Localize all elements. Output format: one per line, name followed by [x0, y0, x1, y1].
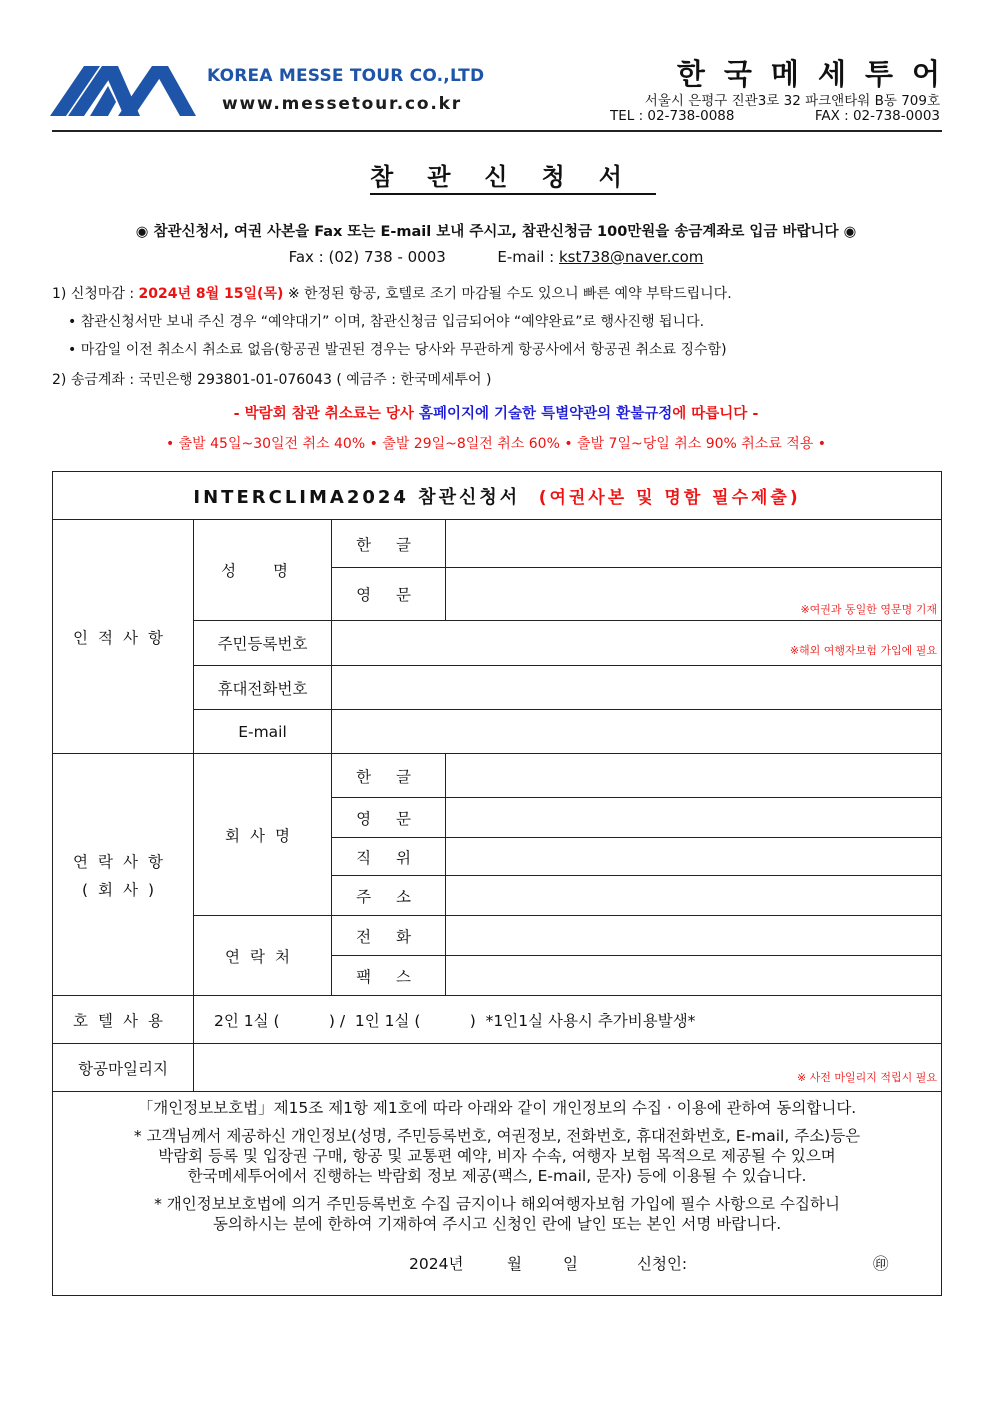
mileage-label: 항공마일리지	[53, 1044, 194, 1092]
cancel-rates: • 출발 45일~30일전 취소 40% • 출발 29일~8일전 취소 60% • 출발 7일~당일 취소 90% 취소료 적용 •	[165, 436, 827, 452]
mileage-hint: ※ 사전 마일리지 적립시 필요	[796, 1071, 938, 1084]
email-field-label: E-mail	[194, 710, 332, 754]
company-label: 회사명	[194, 754, 332, 916]
fax-field[interactable]	[446, 956, 942, 996]
sign-year: 2024년	[409, 1255, 464, 1273]
email-field[interactable]	[332, 710, 942, 754]
bullet-waiting: • 참관신청서만 보내 주신 경우 “예약대기” 이며, 참관신청금 입금되어야 “예약완료”로 행사진행 됩니다.	[68, 314, 705, 330]
consent-line-4: 한국메세투어에서 진행하는 박람회 정보 제공(팩스, E-mail, 문자) 등에 이용될 수 있습니다.	[187, 1167, 807, 1185]
application-form	[52, 471, 942, 1296]
phone-label: 전 화	[332, 916, 446, 956]
consent-line-2: * 고객님께서 제공하신 개인정보(성명, 주민등록번호, 여권정보, 전화번호, 휴대전화번호, E-mail, 주소)등은	[133, 1127, 861, 1145]
name-english-label: 영 문	[332, 568, 446, 621]
resident-no-hint: ※해외 여행자보험 가입에 필요	[789, 644, 938, 657]
hotel-label: 호텔사용	[53, 996, 194, 1044]
hotel-options[interactable]: 2인 1실 ( ) / 1인 1실 ( ) *1인1실 사용시 추가비용발생*	[194, 996, 942, 1044]
name-label: 성 명	[194, 520, 332, 621]
company-korean-label: 한 글	[332, 754, 446, 798]
company-english-field[interactable]	[446, 798, 942, 838]
name-korean-label: 한 글	[332, 520, 446, 568]
applicant-label: 신청인:	[637, 1255, 688, 1273]
bank-account: 2) 송금계좌 : 국민은행 293801-01-076043 ( 예금주 : 한국메세투어 )	[52, 372, 492, 388]
mileage-field[interactable]	[194, 1044, 942, 1092]
mobile-label: 휴대전화번호	[194, 666, 332, 710]
address-field[interactable]	[446, 876, 942, 916]
company-name-kr: 한국메세투어	[676, 57, 959, 91]
page-title: 참관신청서	[0, 157, 992, 192]
consent-line-6: 동의하시는 분에 한하여 기재하여 주시고 신청인 란에 날인 또는 본인 서명 바랍니다.	[212, 1215, 782, 1233]
company-logo	[50, 62, 196, 118]
company-tel: TEL : 02-738-0088	[610, 108, 735, 124]
header-divider	[52, 130, 942, 132]
contact-section-label: 연락사항 (회사)	[53, 754, 194, 996]
position-label: 직 위	[332, 838, 446, 876]
sign-month: 월	[507, 1255, 522, 1273]
english-name-hint: ※여권과 동일한 영문명 기재	[800, 603, 938, 616]
personal-section-label: 인적사항	[53, 520, 194, 754]
company-address: 서울시 은평구 진관3로 32 파크앤타워 B동 709호	[644, 93, 940, 109]
consent-line-1: 「개인정보보호법」제15조 제1항 제1호에 따라 아래와 같이 개인정보의 수집 · 이용에 관하여 동의합니다.	[137, 1099, 857, 1117]
address-label: 주 소	[332, 876, 446, 916]
consent-line-5: * 개인정보보호법에 의거 주민등록번호 수집 금지이나 해외여행자보험 가입에 필수 사항으로 수집하니	[154, 1195, 840, 1213]
fax-label: 팩 스	[332, 956, 446, 996]
bullet-cancel: • 마감일 이전 취소시 취소료 없음(항공권 발권된 경우는 당사와 무관하게 항공사에서 항공권 취소료 징수함)	[68, 342, 727, 358]
contact-notice	[0, 248, 992, 266]
form-title-row: INTERCLIMA2024 참관신청서 (여권사본 및 명함 필수제출)	[53, 472, 942, 520]
company-website: www.messetour.co.kr	[222, 94, 462, 114]
email-link[interactable]: kst738@naver.com	[559, 248, 704, 266]
company-name-en: KOREA MESSE TOUR CO.,LTD	[207, 66, 485, 86]
refund-policy: - 박람회 참관 취소료는 당사 홈페이지에 기술한 특별약관의 환불규정에 따릅니다 -	[233, 406, 759, 422]
deadline-line: 1) 신청마감 : 2024년 8월 15일(목) ※ 한정된 항공, 호텔로 조기 마감될 수도 있으니 빠른 예약 부탁드립니다.	[52, 286, 732, 302]
seal-mark[interactable]: ㊞	[873, 1255, 889, 1273]
phone-field[interactable]	[446, 916, 942, 956]
sign-day: 일	[563, 1255, 578, 1273]
company-fax: FAX : 02-738-0003	[814, 108, 940, 124]
fax-number: Fax : (02) 738 - 0003	[288, 248, 446, 266]
name-korean-field[interactable]	[446, 520, 942, 568]
deadline-date: 2024년 8월 15일(목)	[138, 286, 284, 302]
consent-block	[53, 1092, 942, 1296]
email-label: E-mail :	[497, 248, 559, 266]
consent-line-3: 박람회 등록 및 입장권 구매, 항공 및 교통편 예약, 비자 수속, 여행자 보험 목적으로 제공될 수 있으며	[158, 1147, 836, 1165]
company-korean-field[interactable]	[446, 754, 942, 798]
resident-no-field[interactable]	[332, 621, 942, 666]
signature-row	[53, 1254, 941, 1294]
company-english-label: 영 문	[332, 798, 446, 838]
mobile-field[interactable]	[332, 666, 942, 710]
position-field[interactable]	[446, 838, 942, 876]
name-english-field[interactable]	[446, 568, 942, 621]
submission-notice: ◉ 참관신청서, 여권 사본을 Fax 또는 E-mail 보내 주시고, 참관신청금 100만원을 송금계좌로 입금 바랍니다 ◉	[135, 224, 857, 240]
contact-label: 연락처	[194, 916, 332, 996]
resident-no-label: 주민등록번호	[194, 621, 332, 666]
